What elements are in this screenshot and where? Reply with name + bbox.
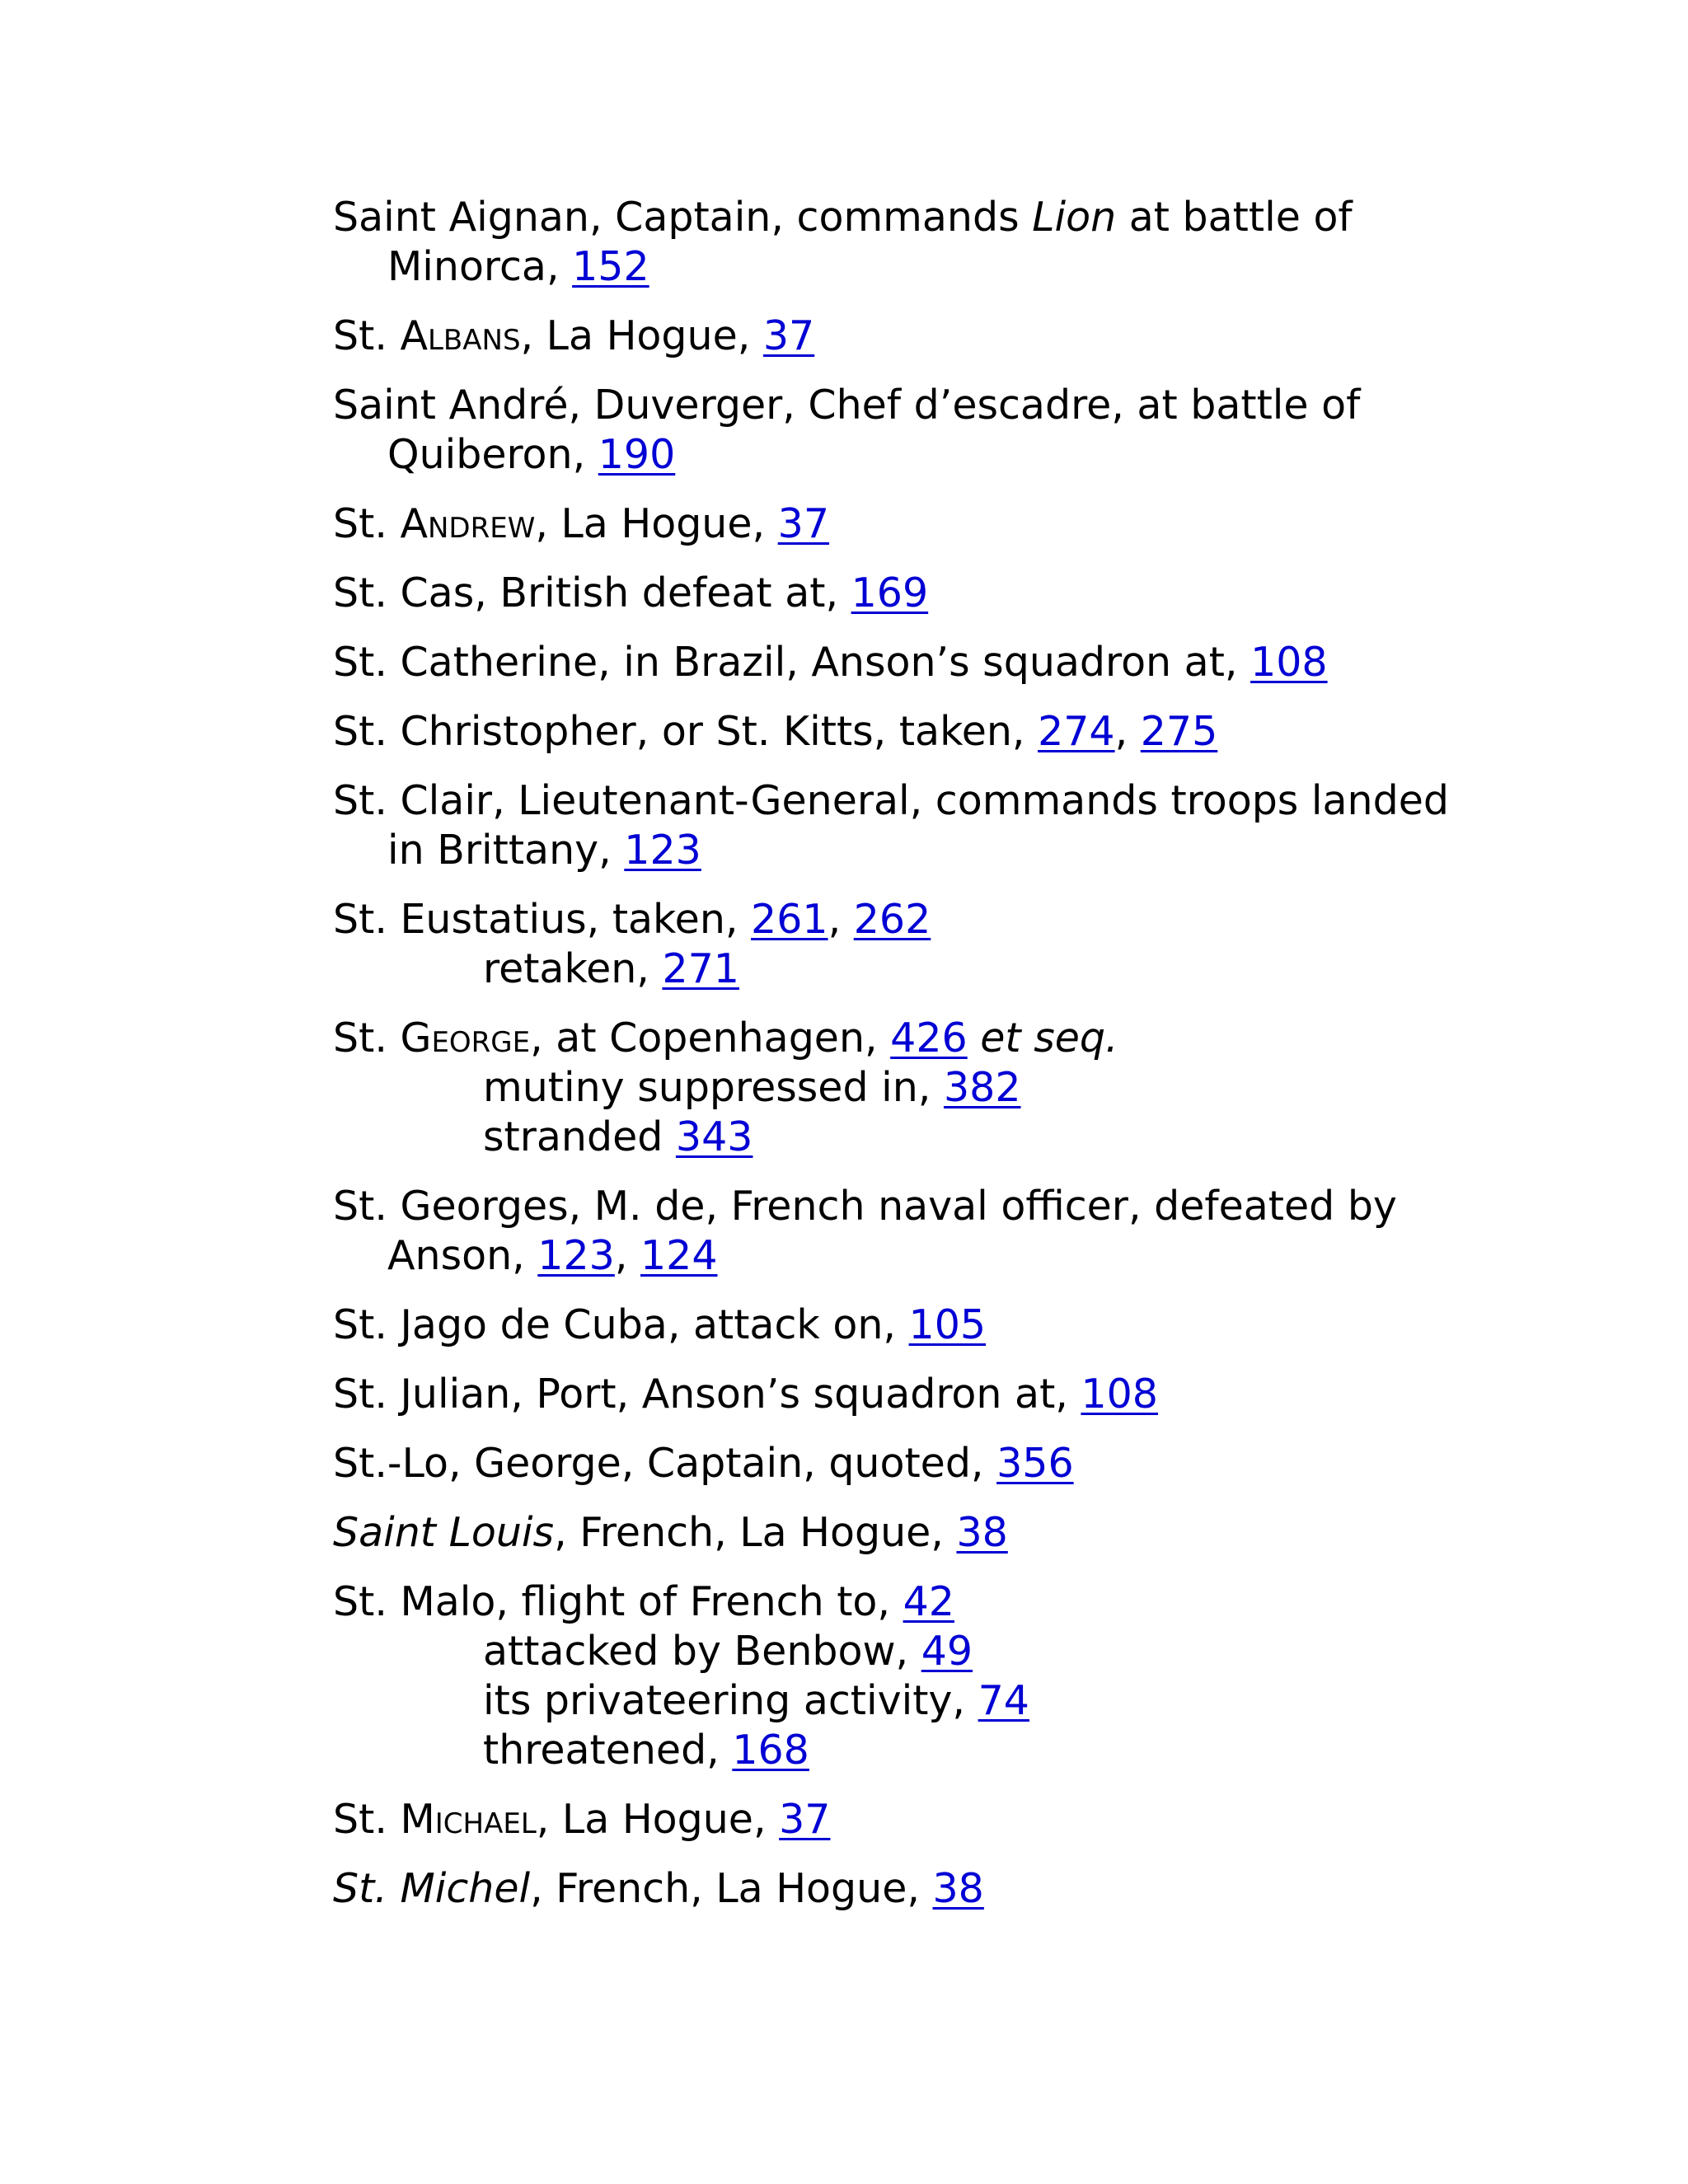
- page-link[interactable]: 261: [751, 896, 828, 943]
- entry-text: at battle of Minorca,: [387, 194, 1353, 290]
- ship-name: Lion: [1032, 194, 1117, 241]
- index-entry: [333, 381, 1487, 480]
- entry-text: St. Julian, Port, Anson’s squadron at,: [333, 1371, 1081, 1418]
- index-entry: [333, 1439, 1487, 1488]
- page-link[interactable]: 123: [624, 827, 701, 874]
- page-link[interactable]: 38: [956, 1509, 1008, 1556]
- entry-text: Saint André, Duverger, Chef d’escadre, at battle of Quiberon,: [333, 382, 1361, 478]
- ship-name: Saint Louis: [333, 1509, 555, 1556]
- sub-entry: [387, 1063, 1487, 1113]
- sub-entry: [387, 1676, 1487, 1726]
- entry-text: St.-Lo, George, Captain, quoted,: [333, 1440, 997, 1487]
- page-link[interactable]: 49: [921, 1628, 973, 1675]
- entry-text: mutiny suppressed in,: [483, 1064, 944, 1111]
- index-entry: [333, 1370, 1487, 1419]
- entry-text: St. Malo, flight of French to,: [333, 1578, 903, 1625]
- page-link[interactable]: 262: [853, 896, 931, 943]
- index-entry: [333, 776, 1487, 875]
- page-link[interactable]: 275: [1140, 708, 1218, 755]
- sub-entry: [387, 1627, 1487, 1676]
- ship-name: Albans: [400, 312, 521, 359]
- index-entry: [333, 1014, 1487, 1162]
- entry-text: St. Clair, Lieutenant-General, commands troops landed in Brittany,: [333, 777, 1449, 874]
- page-link[interactable]: 42: [903, 1578, 954, 1625]
- entry-text: stranded: [483, 1113, 676, 1160]
- separator: ,: [614, 1232, 640, 1279]
- entry-text: St. Jago de Cuba, attack on,: [333, 1301, 909, 1348]
- index-entry: [333, 1795, 1487, 1844]
- entry-text: , La Hogue,: [520, 312, 763, 359]
- entry-text: attacked by Benbow,: [483, 1628, 921, 1675]
- index-entry: [333, 638, 1487, 687]
- sub-entry: [387, 1726, 1487, 1775]
- index-entry: [333, 312, 1487, 361]
- index-entry: [333, 895, 1487, 994]
- index-page: [333, 193, 1487, 1933]
- page-link[interactable]: 38: [932, 1865, 984, 1912]
- page-link[interactable]: 190: [598, 431, 676, 478]
- entry-text: St.: [333, 1796, 401, 1843]
- index-entry: [333, 1182, 1487, 1281]
- et-seq: et seq.: [980, 1015, 1118, 1062]
- index-entry: [333, 193, 1487, 292]
- entry-text: St. Christopher, or St. Kitts, taken,: [333, 708, 1039, 755]
- index-entry: [333, 499, 1487, 549]
- entry-text: St.: [333, 1015, 401, 1062]
- index-entry: [333, 1301, 1487, 1350]
- index-entry: [333, 707, 1487, 757]
- page-link[interactable]: 123: [537, 1232, 615, 1279]
- page-link[interactable]: 168: [732, 1727, 809, 1774]
- page-link[interactable]: 152: [572, 243, 649, 290]
- entry-text: St. Catherine, in Brazil, Anson’s squadron at,: [333, 639, 1251, 686]
- page-link[interactable]: 37: [762, 312, 815, 359]
- page-link[interactable]: 108: [1081, 1371, 1158, 1418]
- entry-text: , French, La Hogue,: [530, 1865, 933, 1912]
- entry-text: its privateering activity,: [483, 1677, 978, 1724]
- entry-text: St. Cas, British defeat at,: [333, 569, 851, 616]
- page-link[interactable]: 169: [851, 569, 929, 616]
- page-link[interactable]: 426: [890, 1015, 968, 1062]
- page-link[interactable]: 74: [978, 1677, 1029, 1724]
- index-entry: [333, 569, 1487, 618]
- sub-entry: [387, 944, 1487, 994]
- page-link[interactable]: 271: [662, 945, 739, 992]
- index-entry: [333, 1508, 1487, 1558]
- entry-text: St. Eustatius, taken,: [333, 896, 752, 943]
- page-link[interactable]: 356: [996, 1440, 1074, 1487]
- separator: ,: [828, 896, 854, 943]
- ship-name: George: [400, 1015, 531, 1062]
- entry-text: , at Copenhagen,: [530, 1015, 891, 1062]
- entry-text: threatened,: [483, 1727, 733, 1774]
- sub-entry: [387, 1113, 1487, 1162]
- ship-name: St. Michel: [333, 1865, 531, 1912]
- page-link[interactable]: 108: [1250, 639, 1328, 686]
- entry-text: , French, La Hogue,: [554, 1509, 957, 1556]
- entry-text: , La Hogue,: [535, 500, 778, 547]
- page-link[interactable]: 124: [640, 1232, 718, 1279]
- page-link[interactable]: 343: [675, 1113, 753, 1160]
- entry-text: St.: [333, 312, 401, 359]
- entry-text: , La Hogue,: [536, 1796, 780, 1843]
- entry-text: Saint Aignan, Captain, commands: [333, 194, 1033, 241]
- page-link[interactable]: 37: [777, 500, 830, 547]
- entry-text: St. Georges, M. de, French naval officer, defeated by Anson,: [333, 1183, 1397, 1279]
- index-entry: [333, 1577, 1487, 1775]
- page-link[interactable]: 105: [908, 1301, 987, 1348]
- page-link[interactable]: 382: [943, 1064, 1021, 1111]
- entry-text: retaken,: [483, 945, 663, 992]
- ship-name: Andrew: [400, 500, 536, 547]
- ship-name: Michael: [400, 1796, 537, 1843]
- page-link[interactable]: 37: [779, 1796, 831, 1843]
- entry-text: St.: [333, 500, 401, 547]
- page-link[interactable]: 274: [1038, 708, 1115, 755]
- separator: ,: [1114, 708, 1141, 755]
- index-entry: [333, 1864, 1487, 1914]
